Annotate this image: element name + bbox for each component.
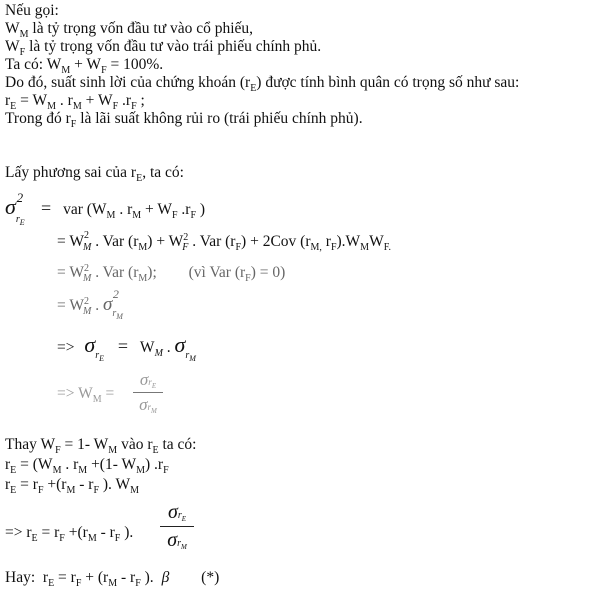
return-formula: $r_E = W_M$ . $r_M + W_F$ $.r_F$ ; (5, 92, 145, 113)
return-substituted: $r_E = (W_M$ . $r_M +(1-$ $W_M$) $.r_F$ (5, 456, 169, 477)
definition-wf: $W_F$ là tỷ trọng vốn đầu tư vào trái phiếu chính phủ. (5, 38, 322, 59)
rf-note: Trong đó $r_F$ là lãi suất không rủi ro (trái phiếu chính phủ). (5, 110, 363, 131)
sigma-squared-re: $\sigma_{r_E}^2$ = var ($W_M$ . $r_M + W_F$ $.r_F$ ) (5, 190, 206, 227)
therefore-line: Do đó, suất sinh lời của chứng khoán $(r_E)$ được tính bình quân có trọng số như sau: (5, 74, 520, 95)
substitution-heading: Thay $W_F = 1-$ $W_M$ vào $r_E$ ta có: (5, 436, 197, 457)
variance-sigma-form: = $W^2_M$ . $\sigma_{r_M}^2$ (57, 287, 123, 321)
variance-expanded: = $W^2_M$ . Var $(r_M) + W^2_F$ . Var $(r_F) + 2Cov$ ($r_{M,}$ $r_F).W_MW_{F.}$ (57, 229, 391, 254)
variance-heading: Lấy phương sai của $r_E$, ta có: (5, 164, 184, 185)
variance-simplified: = $W^2_M$ . Var $(r_M)$; (vì Var $(r_F) = 0$) (57, 262, 286, 285)
return-sigma-fraction: $\sigma r_E$ $\sigma r_M$ (160, 501, 194, 552)
return-sigma-form: => $r_E = r_F +(r_M - r_F$ ). (5, 524, 134, 545)
weights-sum: Ta có: $W_M + W_F = 100\%$. (5, 56, 164, 77)
wm-ratio: => $W_M$ = (57, 385, 115, 406)
heading-intro: Nếu gọi: (5, 2, 59, 19)
final-formula: Hay: $r_E = r_F + (r_M - r_F$ ). β (*) (5, 569, 220, 590)
return-rearranged: $r_E = r_F +(r_M - r_F$ ). $W_M$ (5, 476, 140, 497)
sigma-relation: => $\sigma_{r_E} = W_M$ . $\sigma_{r_M}$ (57, 332, 196, 363)
wm-ratio-fraction: $\sigma r_E$ $\sigma r_M$ (133, 370, 163, 415)
definition-wm: $W_M$ là tỷ trọng vốn đầu tư vào cổ phiếu, (5, 20, 254, 41)
